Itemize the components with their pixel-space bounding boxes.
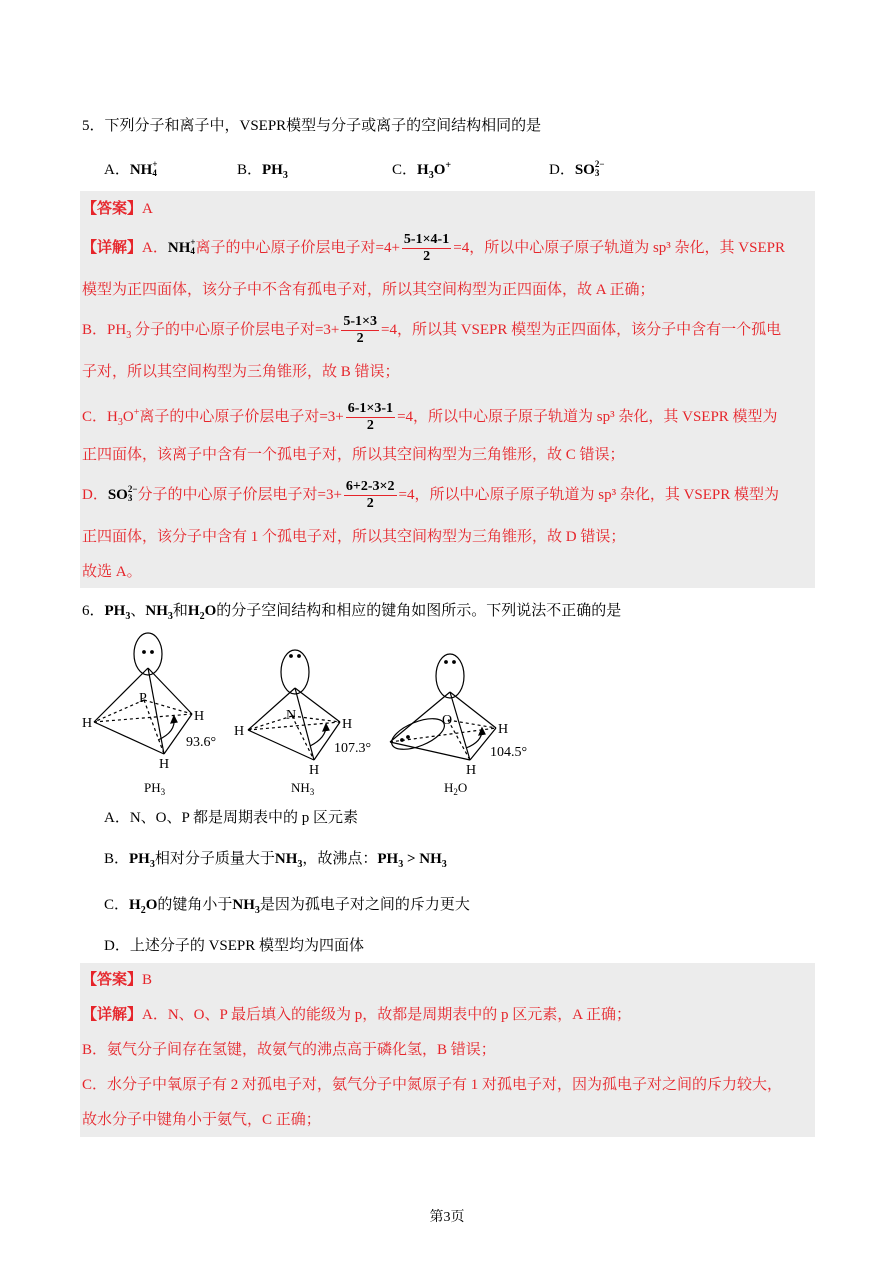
nh3-center-label: N (286, 708, 297, 723)
q5-detail-a-line1: 【详解】A．NH + 4 离子的中心原子价层电子对=4+ $\frac{5-1\times 4-1}{2}$ =4，所以中心原子原子轨道为 sp³ 杂化，其 VSEPR (82, 232, 785, 265)
fraction-b: $\frac{5-1\times 3}{2}$ (343, 314, 377, 347)
nh3-name: $NH_3$ (291, 780, 315, 797)
h-label: H (466, 763, 477, 778)
h-label: H (159, 757, 170, 772)
h-label: H (309, 763, 320, 778)
q5-detail-c-line2: 正四面体，该离子中含有一个孤电子对，所以其空间构型为三角锥形，故 C 错误； (82, 447, 625, 463)
ph3-angle-label: 93.6° (186, 735, 217, 750)
q6-option-d: D．上述分子的 VSEPR 模型均为四面体 (104, 938, 365, 954)
nh3-angle-label: 107.3° (334, 741, 372, 756)
q6-detail-line1: 【详解】A．N、O、P 最后填入的能级为 p，故都是周期表中的 p 区元素，A 正确； (82, 1007, 632, 1023)
q6-option-b: B．$PH_3$相对分子质量大于$NH_3$，故沸点：$PH_3 > NH_3$ (104, 851, 447, 870)
h2o-name: $H_2O$ (444, 780, 468, 797)
fraction-a: $\frac{5-1\times 4-1}{2}$ (403, 232, 450, 265)
molecule-figure (78, 632, 538, 802)
q5-detail-conclusion: 故选 A。 (82, 564, 142, 580)
q5-detail-b-line2: 子对，所以其空间构型为三角锥形，故 B 错误； (82, 364, 400, 380)
q5-answer: 【答案】A (82, 201, 153, 217)
h-label: H (194, 709, 205, 724)
q6-option-c: C．$H_2O$的键角小于$NH_3$是因为孤电子对之间的斥力更大 (104, 897, 470, 916)
h2o-center-label: O (442, 713, 453, 728)
nh3-molecule (248, 650, 340, 760)
q6-detail-line4: 故水分子中键角小于氨气，C 正确； (82, 1112, 321, 1128)
h-label: H (234, 724, 245, 739)
q5-stem: 5．下列分子和离子中，VSEPR模型与分子或离子的空间结构相同的是 (82, 118, 542, 134)
fraction-c: $\frac{6-1\times 3-1}{2}$ (347, 401, 394, 434)
q6-stem: 6．$PH_3$、$NH_3$和$H_2O$的分子空间结构和相应的键角如图所示。下列说法不正确的是 (82, 603, 622, 622)
h2o-angle-label: 104.5° (490, 745, 528, 760)
ph3-center-label: P (139, 691, 147, 706)
ph3-name: $PH_3$ (144, 780, 166, 797)
h2o-molecule (388, 654, 496, 760)
q5-detail-c-line1: C．$H_3O^+$离子的中心原子价层电子对=3+ $\frac{6-1\times 3-1}{2}$ =4，所以中心原子原子轨道为 sp³ 杂化，其 VSEPR 模型为 (82, 401, 778, 434)
fraction-d: $\frac{6+2-3\times 2}{2}$ (345, 479, 395, 512)
q6-detail-line2: B．氨气分子间存在氢键，故氨气的沸点高于磷化氢，B 错误； (82, 1042, 496, 1058)
q5-detail-d-line2: 正四面体，该分子中含有 1 个孤电子对，所以其空间构型为三角锥形，故 D 错误； (82, 529, 626, 545)
h-label: H (82, 716, 93, 731)
q5-option-d: D．SO 2− 3 (549, 159, 605, 178)
q5-option-a: A．NH + 4 (104, 159, 158, 178)
q6-answer: 【答案】B (82, 972, 153, 988)
q5-detail-d-line1: D．SO 2− 3 分子的中心原子价层电子对=3+ $\frac{6+2-3\times 2}{2}$ =4，所以中心原子原子轨道为 sp³ 杂化，其 VSEPR 模型为 (82, 479, 780, 512)
h-label: H (498, 722, 509, 737)
q6-detail-line3: C．水分子中氧原子有 2 对孤电子对，氨气分子中氮原子有 1 对孤电子对，因为孤电子对之间的斥力较大， (82, 1077, 783, 1093)
q6-option-a: A．N、O、P 都是周期表中的 p 区元素 (104, 810, 359, 826)
page-number: 第3页 (429, 1210, 465, 1225)
q5-option-b: B．$PH_3$ (237, 162, 288, 181)
q5-detail-a-line2: 模型为正四面体，该分子中不含有孤电子对，所以其空间构型为正四面体，故 A 正确； (82, 282, 655, 298)
q5-option-c: C．$H_3O^+$ (392, 160, 452, 181)
h-label: H (342, 717, 353, 732)
q5-detail-b-line1: B．$PH_3$ 分子的中心原子价层电子对=3+ $\frac{5-1\times 3}{2}$ =4，所以其 VSEPR 模型为正四面体，该分子中含有一个孤电 (82, 314, 782, 347)
